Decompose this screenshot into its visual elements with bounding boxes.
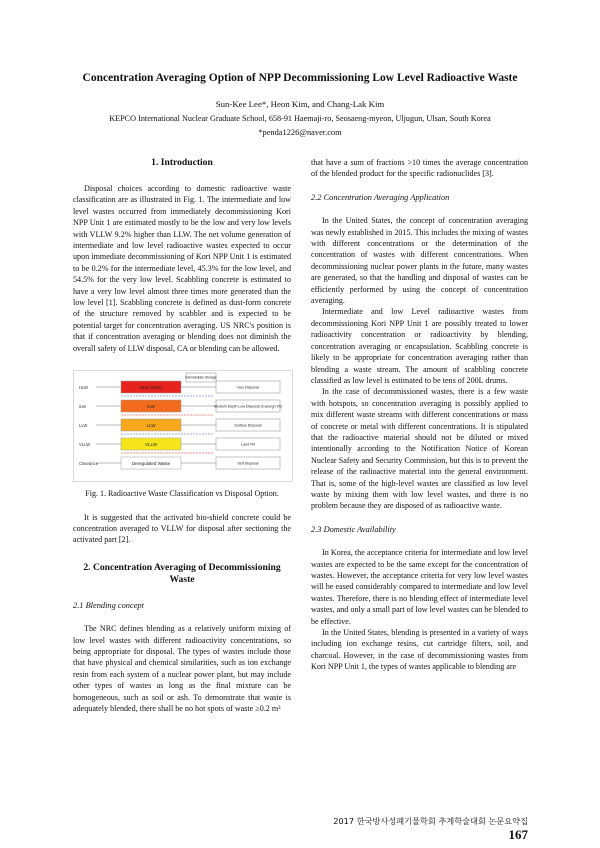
- paragraph: The NRC defines blending as a relatively uniform mixing of low level wastes with different radioactivity concentrations, so being appropriate for disposal. The types of wastes include those that have physical and chemical similarities, such as ion exchange resin from each system of a nuclear power plant, but may include other types of wastes as long as the final mixture can be homogeneous, such as soil or ash. To demonstrate that waste is adequately blended, there shall be no hot spots of waste ≥0.2 m³: [73, 624, 291, 713]
- figure-level-label: HLW: [79, 385, 88, 391]
- figure-class-label: LLW: [146, 423, 156, 429]
- affiliation: KEPCO International Nuclear Graduate School, 658-91 Haemaji-ro, Seosaeng-myeon, Uljugun, Ulsan, South Korea: [109, 114, 491, 123]
- paragraph: In the United States, blending is presented in a variety of ways including ion exchange resins, cut cartridge filters, soil, and charcoal. However, in the case of decommissioning wastes from Kori NPP Unit 1, the types of wastes applicable to blending are: [311, 628, 528, 672]
- paragraph: It is suggested that the activated bio-shield concrete could be concentration averaged to VLLW for disposal after sectioning the activated part [2].: [73, 512, 291, 545]
- paragraph: In Korea, the acceptance criteria for intermediate and low level wastes are expected to be the same except for the concentration of wastes. However, the acceptance criteria for very low level wastes will be eased considerably compared to intermediate and low level wastes. Therefore, there is no blending effect of intermediate level wastes, and only a small part of low level wastes can be blended to be effective.: [311, 548, 528, 626]
- figure-disposal-label: Self Disposal: [237, 461, 259, 466]
- section-heading-concentration-averaging: 2. Concentration Averaging of Decommissioning Waste: [83, 561, 281, 585]
- authors: Sun-Kee Lee*, Heon Kim, and Chang-Lak Kim: [215, 99, 385, 109]
- figure-level-label: VLLW: [79, 442, 91, 448]
- section-heading-introduction: 1. Introduction: [151, 157, 213, 168]
- figure-disposal-label: Surface Disposal: [234, 423, 262, 428]
- figure-class-label: Deregulated Waste: [131, 461, 171, 467]
- figure-disposal-label: Land Fill: [241, 442, 255, 447]
- email: *penda1226@naver.com: [258, 128, 342, 137]
- figure-class-label: ILW: [147, 404, 155, 410]
- figure-level-label: Clearance: [79, 461, 99, 467]
- figure-level-label: LLW: [79, 423, 88, 429]
- page-footer: [318, 816, 528, 842]
- figure-disposal-label: Geo Disposal: [237, 385, 259, 390]
- left-column: [73, 157, 291, 714]
- paragraph: Disposal choices according to domestic radioactive waste classification are as illustrated in Fig. 1. The intermediate and low level wastes occurred from immediately decommissioning Kori NPP Unit 1 are estimated mostly to be the low and very low levels with VLLW 9.2% higher than LLW. The net volume generation of intermediate and low level radioactive wastes expected to occur upon immediate decommissioning of Kori NPP Unit 1 is estimated to be 0.2% for the intermediate level, 45.3% for the low level, and 54.5% for the very low level. Scabbling concrete is estimated to have a very low level almost three times more generated than the low level [1]. Scabbling concrete is defined as dust-form concrete of the structure removed by scabbler and is expected to be potential target for concentration averaging. US NRC's position is that if concentration averaging or blending does not diminish the overall safety of LLW disposal, CA or blending can be allowed.: [73, 184, 291, 353]
- paragraph: that have a sum of fractions >10 times the average concentration of the blended product for the specific radionuclides [3].: [311, 158, 528, 179]
- figure-storage-label: Intermediate Storage: [185, 375, 217, 380]
- paragraph: Intermediate and low Level radioactive wastes from decommissioning Kori NPP Unit 1 are possibly treated to lower radioactivity concentration or radioactivity by blending, concentration averaging or encapsulation. Scabbling concrete is likely to be appropriate for concentration averaging rather than blending a waste stream. The amount of scabbling concrete classified as low level is estimated to be tens of 200L drums.: [311, 307, 528, 385]
- paragraph: In the United States, the concept of concentration averaging was newly established in 2015. This includes the mixing of wastes with different concentrations or the determination of the concentration of wastes with different concentrations. When decommissioning nuclear power plants in the future, many wastes are generated, so that the handling and disposal of wastes can be efficiently performed by using the concept of concentration averaging.: [311, 216, 528, 306]
- subsection-heading-blending: 2.1 Blending concept: [73, 600, 144, 610]
- page-number: 167: [508, 827, 528, 842]
- right-column: [311, 157, 528, 673]
- subsection-heading-ca-application: 2.2 Concentration Averaging Application: [311, 192, 450, 202]
- figure-waste-classification: [73, 370, 293, 482]
- subsection-heading-domestic-availability: 2.3 Domestic Availability: [311, 524, 396, 534]
- figure-class-label: HLW (SNF): [139, 385, 163, 391]
- figure-caption: Fig. 1. Radioactive Waste Classification vs Disposal Option.: [85, 489, 279, 499]
- footer-text: 2017 한국방사성폐기물학회 추계학술대회 논문요약집: [333, 816, 528, 826]
- figure-class-label: VLLW: [145, 442, 157, 448]
- paragraph: In the case of decommissioned wastes, there is a few waste with hotspots, so concentration averaging is possibly applied to mix different waste streams with different concentrations or mass of concrete or metal with different concentrations. It is stipulated that the radioactive material should not be diluted or mixed intentionally according to the Notification Notice of Korean Nuclear Safety and Security Commission, but this is to prevent the release of the radioactive material into the general environment. That is, some of the high-level wastes are classified as low level waste by mixing them with low level wastes, and there is no problem because they are disposed of as radioactive waste.: [311, 387, 528, 511]
- figure-diagram: [74, 371, 292, 481]
- figure-level-label: ILW: [79, 404, 87, 410]
- figure-disposal-label: Medium Depth Low Disposal (Cavergn Vlt): [214, 404, 282, 409]
- paper-title: Concentration Averaging Option of NPP Decommissioning Low Level Radioactive Waste: [82, 72, 518, 84]
